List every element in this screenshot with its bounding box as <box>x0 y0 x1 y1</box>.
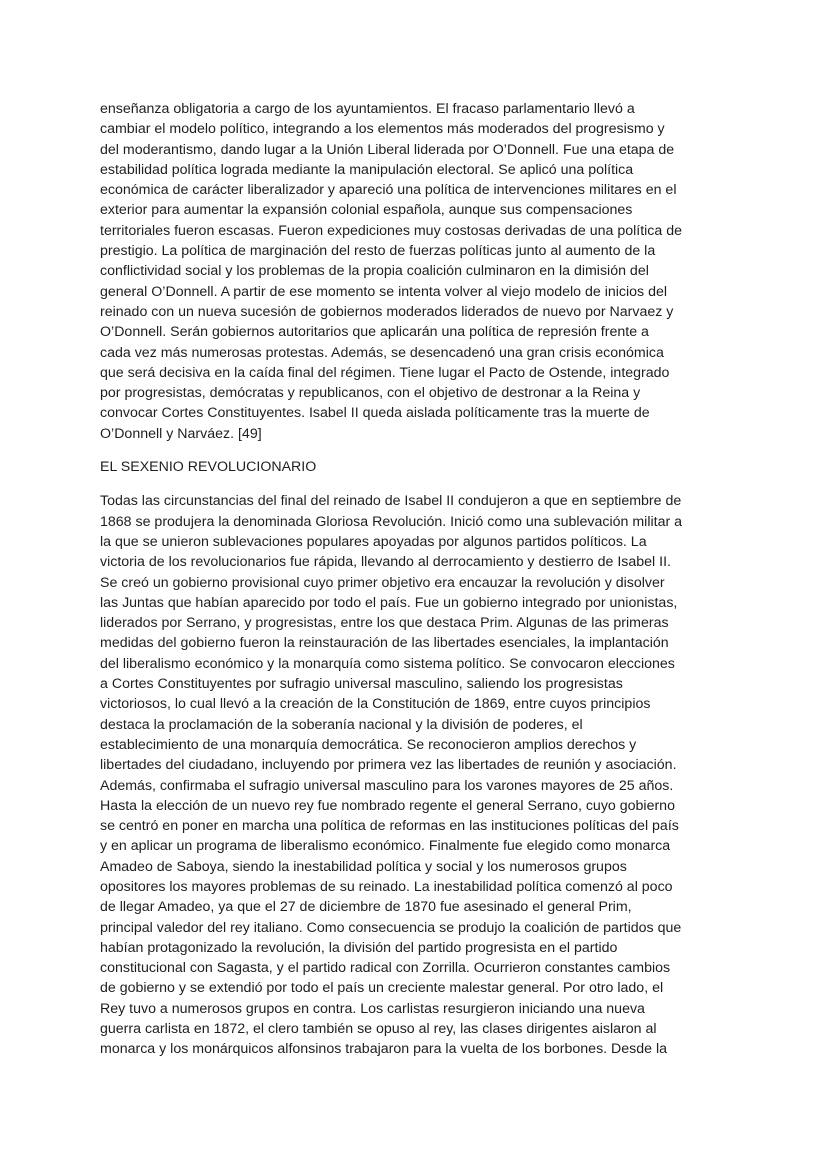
text-line: O’Donnell y Narváez. [49] <box>100 425 262 442</box>
text-line: cada vez más numerosas protestas. Además, se desencadenó una gran crisis económica <box>100 344 664 361</box>
text-line: libertades del ciudadano, incluyendo por primera vez las libertades de reunión y asociación. <box>100 757 677 774</box>
text-line: opositores los mayores problemas de su reinado. La inestabilidad política comenzó al poco <box>100 878 673 895</box>
text-line: las Juntas que habían aparecido por todo el país. Fue un gobierno integrado por unionistas, <box>100 594 678 611</box>
text-line: la que se unieron sublevaciones populares apoyadas por algunos partidos políticos. La <box>100 533 647 550</box>
text-line: guerra carlista en 1872, el clero también se opuso al rey, las clases dirigentes aislaron al <box>100 1021 657 1038</box>
text-line: 1868 se produjera la denominada Gloriosa Revolución. Inició como una sublevación militar a <box>100 513 683 530</box>
text-line: estabilidad política lograda mediante la manipulación electoral. Se aplicó una política <box>100 161 634 178</box>
text-line: por progresistas, demócratas y republicanos, con el objetivo de destronar a la Reina y <box>100 385 641 402</box>
text-line: Rey tuvo a numerosos grupos en contra. Los carlistas resurgieron iniciando una nueva <box>100 1000 645 1017</box>
text-line: Hasta la elección de un nuevo rey fue nombrado regente el general Serrano, cuyo gobierno <box>100 797 675 814</box>
text-line: de gobierno y se extendió por todo el país un creciente malestar general. Por otro lado, el <box>100 980 664 997</box>
text-line: del moderantismo, dando lugar a la Unión Liberal liderada por O’Donnell. Fue una etapa de <box>100 141 675 158</box>
text-line: constitucional con Sagasta, y el partido radical con Zorrilla. Ocurrieron constantes cambios <box>100 960 671 977</box>
text-line: se centró en poner en marcha una política de reformas en las instituciones políticas del país <box>100 818 679 835</box>
paragraph-union-liberal <box>100 99 732 444</box>
text-line: medidas del gobierno fueron la reinstauración de las libertades esenciales, la implantación <box>100 635 669 652</box>
text-line: Además, confirmaba el sufragio universal masculino para los varones mayores de 25 años. <box>100 777 674 794</box>
text-line: y en aplicar un programa de liberalismo económico. Finalmente fue elegido como monarca <box>100 838 671 855</box>
document-body <box>100 99 732 1060</box>
text-line: establecimiento de una monarquía democrática. Se reconocieron amplios derechos y <box>100 736 637 753</box>
text-line: convocar Cortes Constituyentes. Isabel II queda aislada políticamente tras la muerte de <box>100 405 650 422</box>
text-line: económica de carácter liberalizador y apareció una política de intervenciones militares en el <box>100 182 677 199</box>
text-line: destaca la proclamación de la soberanía nacional y la división de poderes, el <box>100 716 583 733</box>
text-line: conflictividad social y los problemas de la propia coalición culminaron en la dimisión del <box>100 263 649 280</box>
text-line: exterior para aumentar la expansión colonial española, aunque sus compensaciones <box>100 202 633 219</box>
text-line: prestigio. La política de marginación del resto de fuerzas políticas junto al aumento de la <box>100 243 656 260</box>
text-line: liderados por Serrano, y progresistas, entre los que destaca Prim. Algunas de las primeras <box>100 615 669 632</box>
text-line: principal valedor del rey italiano. Como consecuencia se produjo la coalición de partidos que <box>100 919 682 936</box>
text-line: de llegar Amadeo, ya que el 27 de diciembre de 1870 fue asesinado el general Prim, <box>100 899 632 916</box>
text-line: O’Donnell. Serán gobiernos autoritarios que aplicarán una política de represión frente a <box>100 324 649 341</box>
text-line: del liberalismo económico y la monarquía como sistema político. Se convocaron elecciones <box>100 655 675 672</box>
text-line: Se creó un gobierno provisional cuyo primer objetivo era encauzar la revolución y disolver <box>100 574 665 591</box>
text-line: enseñanza obligatoria a cargo de los ayuntamientos. El fracaso parlamentario llevó a <box>100 101 635 117</box>
text-line: reinado con un nueva sucesión de gobiernos moderados liderados de nuevo por Narvaez y <box>100 303 674 320</box>
text-line: victoriosos, lo cual llevó a la creación de la Constitución de 1869, entre cuyos principios <box>100 696 651 713</box>
text-line: cambiar el modelo político, integrando a los elementos más moderados del progresismo y <box>100 121 665 138</box>
text-line: Amadeo de Saboya, siendo la inestabilidad política y social y los numerosos grupos <box>100 858 627 875</box>
section-heading: EL SEXENIO REVOLUCIONARIO <box>100 459 317 476</box>
text-line: que será decisiva en la caída final del régimen. Tiene lugar el Pacto de Ostende, integrado <box>100 364 670 381</box>
paragraph-sexenio-revolucionario <box>100 491 732 1059</box>
text-line: victoria de los revolucionarios fue rápida, llevando al derrocamiento y destierro de Isabel II. <box>100 554 671 571</box>
text-line: a Cortes Constituyentes por sufragio universal masculino, saliendo los progresistas <box>100 676 623 693</box>
text-line: Todas las circunstancias del final del reinado de Isabel II condujeron a que en septiembre de <box>100 493 682 510</box>
text-line: monarca y los monárquicos alfonsinos trabajaron para la vuelta de los borbones. Desde la <box>100 1041 668 1058</box>
text-line: habían protagonizado la revolución, la división del partido progresista en el partido <box>100 939 618 956</box>
text-line: general O’Donnell. A partir de ese momento se intenta volver al viejo modelo de inicios del <box>100 283 668 300</box>
text-line: territoriales fueron escasas. Fueron expediciones muy costosas derivadas de una política de <box>100 222 683 239</box>
